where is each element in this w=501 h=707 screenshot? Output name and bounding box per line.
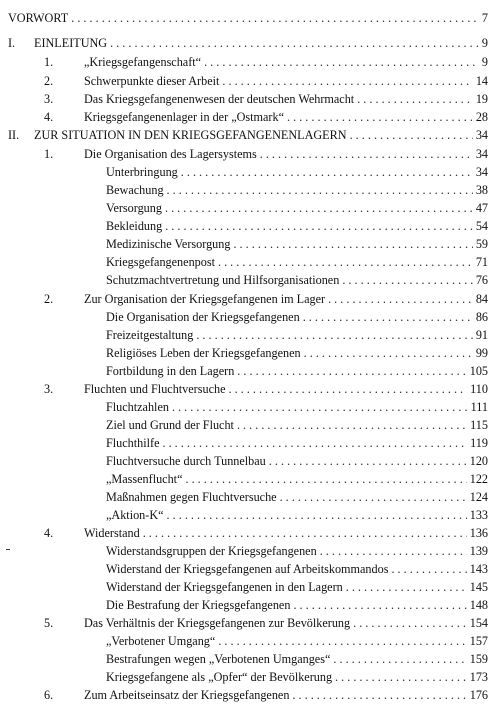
toc-subentry bbox=[106, 580, 488, 595]
toc-entry bbox=[84, 55, 488, 70]
toc-number: II. bbox=[8, 128, 20, 142]
toc-subentry bbox=[106, 652, 488, 667]
toc-title: VORWORT bbox=[8, 11, 69, 25]
toc-subentry bbox=[106, 328, 488, 343]
toc-page: 71 bbox=[475, 255, 488, 269]
toc-leader bbox=[292, 688, 466, 703]
toc-page: 59 bbox=[475, 237, 488, 251]
toc-subentry bbox=[106, 454, 488, 469]
toc-page: 157 bbox=[469, 634, 488, 648]
toc-number: 3. bbox=[44, 92, 54, 106]
toc-leader bbox=[342, 273, 473, 288]
toc-entry bbox=[84, 616, 488, 631]
toc-page: 91 bbox=[475, 328, 488, 342]
toc-title: Widerstand der Kriegsgefangenen in den Lagern bbox=[106, 580, 343, 594]
toc-title: Das Kriegsgefangenenwesen der deutschen Wehrmacht bbox=[84, 92, 355, 106]
toc-entry bbox=[84, 382, 488, 397]
toc-title: „Massenflucht“ bbox=[106, 472, 183, 486]
toc-leader bbox=[162, 436, 467, 451]
toc-entry-vorwort bbox=[8, 11, 488, 26]
toc-title: Das Verhältnis der Kriegsgefangenen zur Bevölkerung bbox=[84, 616, 351, 630]
toc-title: Zum Arbeitseinsatz der Kriegsgefangenen bbox=[84, 688, 290, 702]
toc-leader bbox=[165, 219, 473, 234]
toc-page: 145 bbox=[469, 580, 488, 594]
toc-title: EINLEITUNG bbox=[34, 36, 108, 50]
toc-leader bbox=[71, 11, 479, 26]
toc-page: 176 bbox=[469, 688, 488, 702]
toc-title: Schutzmachtvertretung und Hilfsorganisationen bbox=[106, 273, 340, 287]
toc-page: 122 bbox=[469, 472, 488, 486]
toc-leader bbox=[304, 346, 473, 361]
toc-subentry bbox=[106, 255, 488, 270]
toc-title: Kriegsgefangenenpost bbox=[106, 255, 215, 269]
toc-number: 5. bbox=[44, 616, 54, 630]
toc-title: Die Organisation des Lagersystems bbox=[84, 147, 257, 161]
toc-number: 1. bbox=[44, 55, 54, 69]
toc-subentry bbox=[106, 183, 488, 198]
toc-title: Widerstand der Kriegsgefangenen auf Arbeitskommandos bbox=[106, 562, 389, 576]
toc-leader bbox=[204, 55, 479, 70]
toc-page: 111 bbox=[470, 400, 488, 414]
toc-page: 7 bbox=[481, 11, 488, 25]
toc-leader bbox=[287, 110, 473, 125]
toc-title: Maßnahmen gegen Fluchtversuche bbox=[106, 490, 277, 504]
toc-entry bbox=[84, 147, 488, 162]
toc-page: 115 bbox=[470, 418, 488, 432]
toc-page: 9 bbox=[481, 55, 488, 69]
toc-entry bbox=[84, 110, 488, 125]
toc-number: 4. bbox=[44, 526, 54, 540]
toc-subentry bbox=[106, 436, 488, 451]
toc-page: 76 bbox=[475, 273, 488, 287]
toc-entry bbox=[84, 74, 488, 89]
toc-page: 47 bbox=[475, 201, 488, 215]
toc-leader bbox=[280, 490, 467, 505]
toc-title: Ziel und Grund der Flucht bbox=[106, 418, 234, 432]
toc-title: Bestrafungen wegen „Verbotenen Umganges“ bbox=[106, 652, 331, 666]
toc-leader bbox=[237, 364, 466, 379]
toc-subentry bbox=[106, 490, 488, 505]
toc-title: Kriegsgefangenenlager in der „Ostmark“ bbox=[84, 110, 284, 124]
toc-subentry bbox=[106, 562, 488, 577]
toc-subentry bbox=[106, 472, 488, 487]
toc-leader bbox=[228, 382, 467, 397]
toc-page: 110 bbox=[470, 382, 488, 396]
toc-leader bbox=[260, 147, 473, 162]
toc-page: 159 bbox=[469, 652, 488, 666]
toc-leader bbox=[181, 165, 473, 180]
toc-leader bbox=[303, 310, 473, 325]
toc-page: 38 bbox=[475, 183, 488, 197]
toc-page: 143 bbox=[469, 562, 488, 576]
toc-leader bbox=[346, 580, 467, 595]
toc-page: 14 bbox=[475, 74, 488, 88]
toc-number: 6. bbox=[44, 688, 54, 702]
toc-subentry bbox=[106, 598, 488, 613]
toc-leader bbox=[143, 526, 467, 541]
toc-entry bbox=[84, 688, 488, 703]
toc-leader bbox=[185, 472, 466, 487]
toc-leader bbox=[172, 400, 468, 415]
toc-leader bbox=[357, 92, 473, 107]
toc-page: 54 bbox=[475, 219, 488, 233]
toc-page: 99 bbox=[475, 346, 488, 360]
toc-title: „Kriegsgefangenschaft“ bbox=[84, 55, 202, 69]
toc-title: Fluchten und Fluchtversuche bbox=[84, 382, 226, 396]
toc-subentry bbox=[106, 237, 488, 252]
toc-title: Kriegsgefangene als „Opfer“ der Bevölkerung bbox=[106, 670, 333, 684]
toc-subentry bbox=[106, 364, 488, 379]
toc-subentry bbox=[106, 273, 488, 288]
toc-entry bbox=[84, 526, 488, 541]
toc-title: Religiöses Leben der Kriegsgefangenen bbox=[106, 346, 301, 360]
toc-title: Medizinische Versorgung bbox=[106, 237, 231, 251]
toc-title: Fluchtzahlen bbox=[106, 400, 169, 414]
toc-title: Widerstandsgruppen der Kriegsgefangenen bbox=[106, 544, 317, 558]
toc-page: 154 bbox=[469, 616, 488, 630]
toc-number: 4. bbox=[44, 110, 54, 124]
toc-page: 124 bbox=[469, 490, 488, 504]
toc-title: „Aktion-K“ bbox=[106, 508, 164, 522]
toc-title: Fluchtversuche durch Tunnelbau bbox=[106, 454, 266, 468]
toc-title: „Verbotener Umgang“ bbox=[106, 634, 216, 648]
toc-leader bbox=[391, 562, 466, 577]
toc-page: 133 bbox=[469, 508, 488, 522]
toc-page: 119 bbox=[470, 436, 488, 450]
toc-title: Bewachung bbox=[106, 183, 164, 197]
toc-title: Unterbringung bbox=[106, 165, 178, 179]
toc-leader bbox=[269, 454, 467, 469]
toc-leader bbox=[165, 201, 473, 216]
toc-leader bbox=[167, 508, 467, 523]
toc-entry-einleitung bbox=[34, 36, 488, 51]
toc-page: 84 bbox=[475, 292, 488, 306]
toc-subentry bbox=[106, 400, 488, 415]
toc-title: Fortbildung in den Lagern bbox=[106, 364, 235, 378]
toc-leader bbox=[167, 183, 473, 198]
toc-leader bbox=[196, 328, 472, 343]
toc-page: 34 bbox=[475, 128, 488, 142]
toc-leader bbox=[335, 670, 467, 685]
toc-subentry bbox=[106, 346, 488, 361]
toc-title: Die Bestrafung der Kriegsgefangenen bbox=[106, 598, 291, 612]
toc-page: 28 bbox=[475, 110, 488, 124]
toc-leader bbox=[218, 634, 466, 649]
toc-leader bbox=[222, 74, 472, 89]
toc-entry-situation bbox=[34, 128, 488, 143]
toc-leader bbox=[328, 292, 473, 307]
toc-title: Die Organisation der Kriegsgefangenen bbox=[106, 310, 300, 324]
toc-page: 34 bbox=[475, 165, 488, 179]
toc-subentry bbox=[106, 219, 488, 234]
toc-page: 105 bbox=[469, 364, 488, 378]
toc-subentry bbox=[106, 544, 488, 559]
toc-subentry bbox=[106, 418, 488, 433]
toc-page: 173 bbox=[469, 670, 488, 684]
toc-page: 120 bbox=[469, 454, 488, 468]
toc-leader bbox=[233, 237, 472, 252]
toc-title: Versorgung bbox=[106, 201, 162, 215]
toc-page: 19 bbox=[475, 92, 488, 106]
toc-title: ZUR SITUATION IN DEN KRIEGSGEFANGENENLAGERN bbox=[34, 128, 347, 142]
toc-number: 2. bbox=[44, 74, 54, 88]
toc-number: I. bbox=[8, 36, 16, 50]
toc-title: Schwerpunkte dieser Arbeit bbox=[84, 74, 220, 88]
toc-number: 3. bbox=[44, 382, 54, 396]
toc-page: 148 bbox=[469, 598, 488, 612]
toc-leader bbox=[333, 652, 466, 667]
toc-subentry bbox=[106, 165, 488, 180]
toc-leader bbox=[293, 598, 466, 613]
toc-subentry bbox=[106, 634, 488, 649]
toc-subentry bbox=[106, 201, 488, 216]
toc-leader bbox=[218, 255, 473, 270]
toc-entry bbox=[84, 292, 488, 307]
toc-page: 9 bbox=[481, 36, 488, 50]
toc-entry bbox=[84, 92, 488, 107]
toc-leader bbox=[353, 616, 467, 631]
toc-page: 136 bbox=[469, 526, 488, 540]
toc-title: Bekleidung bbox=[106, 219, 163, 233]
toc-subentry bbox=[106, 508, 488, 523]
toc-leader bbox=[350, 128, 473, 143]
toc-number: 1. bbox=[44, 147, 54, 161]
toc-title: Widerstand bbox=[84, 526, 140, 540]
toc-subentry bbox=[106, 310, 488, 325]
toc-page: 139 bbox=[469, 544, 488, 558]
toc-page: 86 bbox=[475, 310, 488, 324]
toc-title: Fluchthilfe bbox=[106, 436, 160, 450]
toc-page: 34 bbox=[475, 147, 488, 161]
toc-title: Freizeitgestaltung bbox=[106, 328, 194, 342]
toc-title: Zur Organisation der Kriegsgefangenen im Lager bbox=[84, 292, 326, 306]
toc-leader bbox=[320, 544, 467, 559]
toc-leader bbox=[237, 418, 467, 433]
toc-subentry bbox=[106, 670, 488, 685]
margin-mark bbox=[6, 549, 10, 550]
toc-number: 2. bbox=[44, 292, 54, 306]
toc-leader bbox=[110, 36, 479, 51]
